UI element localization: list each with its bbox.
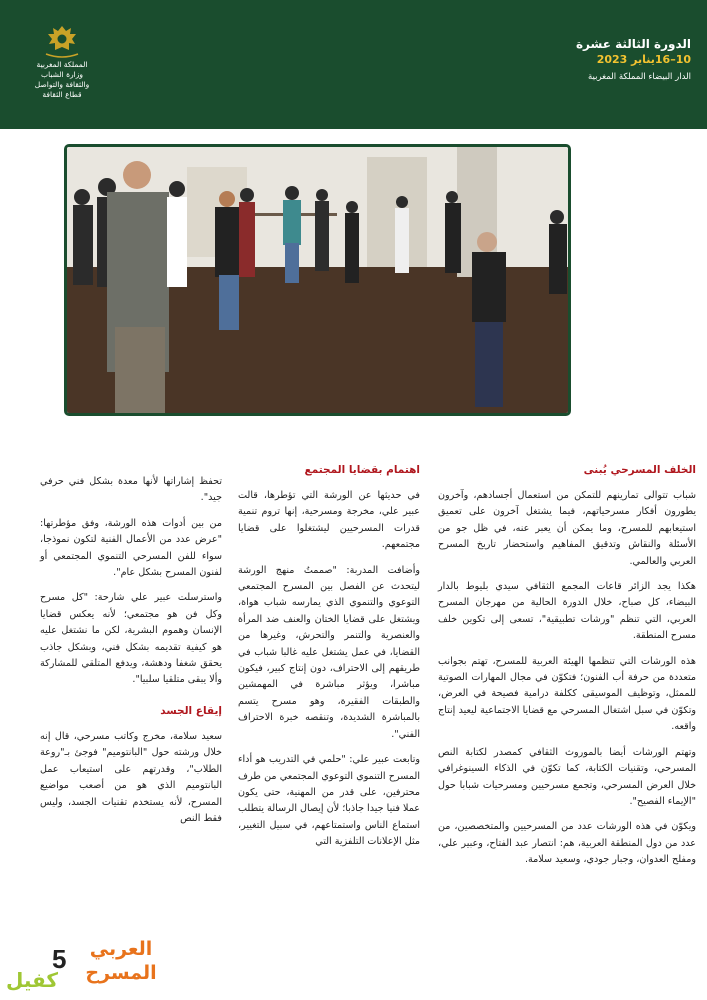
paragraph: وتابعت عبير علي: "حلمي في التدريب هو أداء المسرح التنموي التوعوي المجتمعي من طرف محترفين، على قدر من المهنية، حتى يكون عملا فنيا جيدا جاذبا؛ لأن إيصال الرسالة يتطلب استماع الناس واستمتاعهم، في سبيل التغيير، مثل الإعلانات التلفزية التي: [238, 754, 420, 848]
section-heading: اهتمام بقضايا المجتمع: [304, 464, 420, 476]
page-number: 5: [52, 944, 67, 974]
festival-logo: [76, 937, 166, 989]
logo-text-top: العربي: [89, 938, 153, 960]
edition-label: الدورة الثالثة عشرة: [575, 37, 691, 51]
paragraph: ويكوّن في هذه الورشات عدد من المسرحيين والمتخصصين، من عدد من دول المنطقة العربية، هم: انتصار عبد الفتاح، وعبير علي، ومفلح العدوان، وجبار جودي، وسعيد سلامة.: [438, 821, 696, 866]
ministry-text: المملكة المغربية وزارة الشباب والثقافة والتواصل قطاع الثقافة: [34, 60, 90, 99]
article-column-left: [40, 474, 222, 836]
article-column-middle: [238, 462, 420, 860]
paragraph: في حديثها عن الورشة التي تؤطرها، قالت عبير علي، مخرجة ومسرحية، إنها تروم تنمية قدرات المسرحيين ليشتغلوا على قضايا مجتمعهم.: [238, 490, 420, 551]
header-band: [0, 0, 707, 129]
royal-emblem-icon: [40, 24, 84, 60]
paragraph: تحفظ إشاراتها لأنها معدة بشكل فني حرفي جيد".: [40, 476, 222, 504]
workshop-photo-illustration: [67, 147, 568, 413]
festival-info: [576, 36, 691, 84]
workshop-photo: [64, 144, 571, 416]
paragraph: وتهتم الورشات أيضا بالموروث الثقافي كمصدر لكتابة النص المسرحي، وتقنيات الكتابة، كما تكوّن في الذكاء السينوغرافي خلال العرض المسرحي، وتجمع مسرحيين ومسرحيات شبابا حول "الإيماء الفصيح".: [438, 746, 696, 807]
paragraph: واسترسلت عبير علي شارحة: "كل مسرح وكل فن هو مجتمعي؛ لأنه يعكس قضايا الإنسان وهموم البشرية، لكن ما نشتغل عليه هو كيفية تقديمه بشكل فني، وبشكل جاذب يحقق شغفا ودهشة، ويدفع المتلقي للمشاركة وألا يبقى متلقيا سلبيا".: [40, 592, 222, 686]
festival-dates: 10–16يناير 2023: [596, 53, 691, 66]
festival-place: الدار البيضاء المملكة المغربية: [587, 72, 691, 82]
watermark-logo: كفيل: [6, 968, 59, 992]
paragraph: شباب تتوالى تمارينهم للتمكن من استعمال أجسادهم، وآخرون يطورون أفكار مسرحياتهم، فيما يشتغل آخرون على تعميق استيعابهم للمسرح، وما يمكن أن يعبر عنه، في ظل جو من الأسئلة والنقاش وتدقيق المفاهيم واستحضار تاريخ المسرح العربي والعالمي.: [438, 490, 696, 567]
paragraph: سعيد سلامة، مخرج وكاتب مسرحي، قال إنه خلال ورشته حول "البانتوميم" فوجئ بـ"روعة الطلاب"، وقدرتهم على استيعاب عمل البانتوميم الذي هو من أصعب مواضيع المسرح، لأنه يستخدم تقنيات الجسد، وليس فقط النص: [40, 730, 222, 824]
logo-text-bottom: المسرح: [85, 962, 157, 984]
section-heading: إيقاع الجسد: [160, 704, 222, 717]
article-column-right: [438, 462, 696, 878]
section-heading: الخلف المسرحي يُبنى: [583, 464, 696, 476]
paragraph: من بين أدوات هذه الورشة، وفق مؤطرتها: "عرض عدد من الأعمال الفنية لتكون نموذجا، سواء للفن المسرحي التنموي المجتمعي أو لفنون المسرح بشكل عام".: [40, 517, 222, 579]
paragraph: وأضافت المدربة: "صممتُ منهج الورشة ليتحدث عن الفصل بين المسرح المجتمعي التوعوي والتنموي الذي يمارسه شباب هواة، ويشتغل على قضايا الختان والعنف ضد المرأة والعنصرية والتنمر والتحرش، وغيرها من القضايا، في عمل يشتغل عليه غالبا شباب في طريقهم إلى الاحتراف، دون إنتاج كبير، فيكون مباشرا، ويؤثر مباشرة في المهمشين والطبقات الفقيرة، وهو مسرح يتسم بالمباشرة الشديدة، وتنقصه خبرة الاحتراف الفني".: [238, 564, 420, 740]
paragraph: هذه الورشات التي تنظمها الهيئة العربية للمسرح، تهتم بجوانب متعددة من حرفة أب الفنون؛ فتكوّن في مجال المهارات الصوتية للممثل، وتوظيف الموسيقى ككلفة درامية فصيحة في العرض، وتكوّن في سبل اشتغال المسرحي مع قضايا الاجتماعية ليعيد إنتاج واقعه.: [438, 655, 696, 733]
paragraph: هكذا يجد الزائر قاعات المجمع الثقافي سيدي بليوط بالدار البيضاء، كل صباح، خلال الدورة الحالية من مهرجان المسرح العربي، التي تنظم "ورشات تطبيقية"، تسعى إلى تكوين خلف مسرح المنطقة.: [438, 581, 696, 642]
